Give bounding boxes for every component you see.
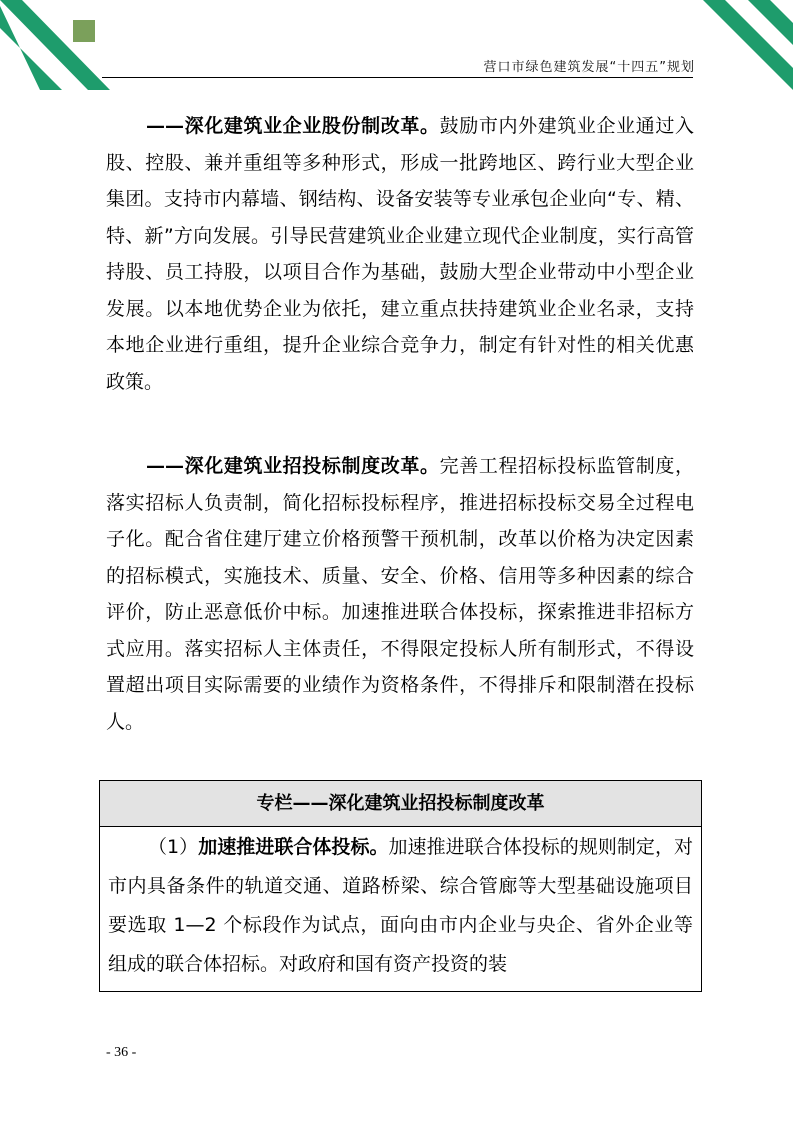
- paragraph-bidding-reform: [106, 448, 694, 740]
- header-divider: [102, 77, 693, 78]
- green-square-icon: [73, 20, 95, 42]
- corner-decoration-left: [0, 0, 110, 90]
- page-number: - 36 -: [106, 1045, 137, 1060]
- paragraph-lead: ——深化建筑业企业股份制改革。: [146, 115, 440, 137]
- column-box-title: 专栏——深化建筑业招投标制度改革: [100, 781, 701, 827]
- paragraph-text: 鼓励市内外建筑业企业通过入股、控股、兼并重组等多种形式，形成一批跨地区、跨行业大型企业集团。支持市内幕墙、钢结构、设备安装等专业承包企业向“专、精、特、新”方向发展。引导民营建筑业企业建立现代企业制度，实行高管持股、员工持股，以项目合作为基础，鼓励大型企业带动中小型企业发展。以本地优势企业为依托，建立重点扶持建筑业企业名录，支持本地企业进行重组，提升企业综合竞争力，制定有针对性的相关优惠政策。: [106, 115, 694, 393]
- item-lead: 加速推进联合体投标。: [198, 836, 389, 858]
- paragraph-lead: ——深化建筑业招投标制度改革。: [146, 455, 440, 477]
- paragraph-shareholding-reform: [106, 108, 694, 400]
- column-box-body: [100, 827, 701, 984]
- column-box: [99, 780, 702, 992]
- paragraph-text: 完善工程招标投标监管制度，落实招标人负责制，简化招标投标程序，推进招标投标交易全过程电子化。配合省住建厅建立价格预警干预机制，改革以价格为决定因素的招标模式，实施技术、质量、安全、价格、信用等多种因素的综合评价，防止恶意低价中标。加速推进联合体投标，探索推进非招标方式应用。落实招标人主体责任，不得限定投标人所有制形式，不得设置超出项目实际需要的业绩作为资格条件，不得排斥和限制潜在投标人。: [106, 455, 694, 733]
- header-title: 营口市绿色建筑发展“十四五”规划: [483, 60, 695, 75]
- item-number: （1）: [148, 836, 199, 858]
- item-text: 加速推进联合体投标的规则制定，对市内具备条件的轨道交通、道路桥梁、综合管廊等大型基础设施项目要选取 1—2 个标段作为试点，面向由市内企业与央企、省外企业等组成的联合体招标。对政府和国有资产投资的装: [108, 836, 693, 975]
- corner-decoration-right: [693, 0, 793, 90]
